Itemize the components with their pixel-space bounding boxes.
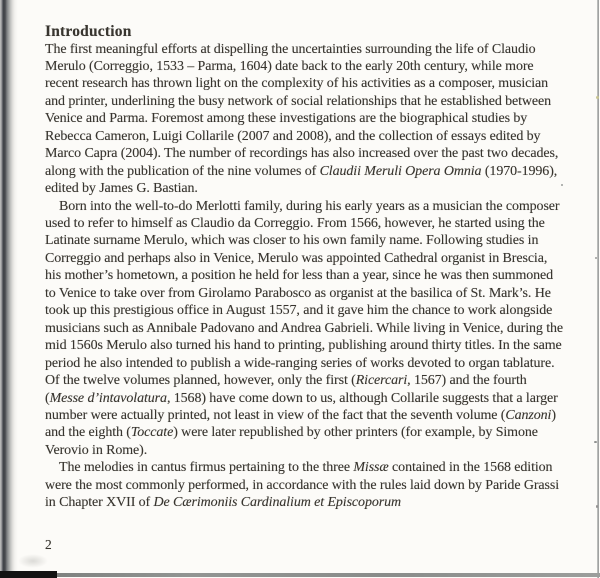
- scan-speck: [595, 257, 597, 259]
- paragraph: [45, 41, 565, 198]
- paragraph: [45, 459, 565, 511]
- italic-text-run: Toccate: [130, 425, 174, 441]
- text-run: Born into the well-to-do Merlotti family, during his early years as a musician the composer used to refer to himself as Claudio da Correggio. From 1566, however, he started using the Latinate surname Merulo, which was closer to his own family name. Following studies in Correggio and perhaps also in Venice, Merulo was appointed Cathedral organist in Brescia, his mother’s hometown, a position he held for less than a year, since he was then summoned to Venice to take over from Girolamo Parabosco as organist at the basilica of St. Mark’s. He took up this prestigious office in August 1557, and it gave him the chance to work alongside musicians such as Annibale Padovano and Andrea Gabrieli. While living in Venice, during the mid 1560s Merulo also turned his hand to printing, publishing around thirty titles. In the same period he also intended to publish a wide-ranging series of works devoted to organ tablature. Of the twelve volumes planned, however, only the first (: [45, 198, 563, 389]
- text-run: ) and the eighth (: [45, 408, 556, 441]
- text-run: , 1567) and the fourth (: [45, 373, 527, 406]
- section-title: Introduction: [45, 23, 132, 40]
- text-run: (1970-1996), edited by James G. Bastian.: [45, 163, 558, 197]
- italic-text-run: Missæ: [353, 460, 389, 476]
- italic-text-run: Canzoni: [505, 408, 552, 424]
- scan-band-gray: [57, 573, 600, 577]
- text-block: [45, 24, 565, 512]
- italic-text-run: Claudii Meruli Opera Omnia: [319, 163, 482, 179]
- page-number: 2: [45, 537, 52, 552]
- paragraphs: [45, 41, 565, 512]
- text-run: ) were later republished by other printers (for example, by Simone Verovio in Rome).: [45, 425, 538, 458]
- italic-text-run: Messe d’intavolatura: [49, 390, 167, 406]
- scan-smudge: [18, 554, 48, 568]
- scan-edge-line-right: [597, 0, 599, 578]
- scan-speck: [596, 96, 599, 99]
- scan-speck: [596, 505, 598, 508]
- page-gutter-shadow-left: [0, 0, 18, 578]
- text-run: , 1568) have come down to us, although Collarile suggests that a larger number were actually printed, not least in view of the fact that the seventh volume (: [45, 390, 558, 424]
- italic-text-run: De Cærimoniis Cardinalium et Episcoporum: [153, 495, 402, 511]
- paragraph: [45, 198, 565, 460]
- text-run: contained in the 1568 edition were the most commonly performed, in accordance with the rules laid down by Paride Grassi in Chapter XVII of: [45, 460, 560, 511]
- text-run: The first meaningful efforts at dispelling the uncertainties surrounding the life of Claudio Merulo (Correggio, 1533 – Parma, 1604) date back to the early 20th century, while more recent research has thrown light on the complexity of his activities as a composer, musician and printer, underlining the busy network of social relationships that he established between Venice and Parma. Foremost among these investigations are the biographical studies by Rebecca Cameron, Luigi Collarile (2007 and 2008), and the collection of essays edited by Marco Capra (2004). The number of recordings has also increased over the past two decades, along with the publication of the nine volumes of: [45, 41, 559, 179]
- italic-text-run: Ricercari: [355, 373, 408, 389]
- scan-band-dark: [0, 571, 57, 578]
- text-run: The melodies in cantus firmus pertaining to the three: [59, 460, 354, 476]
- scan-speck: [594, 441, 597, 443]
